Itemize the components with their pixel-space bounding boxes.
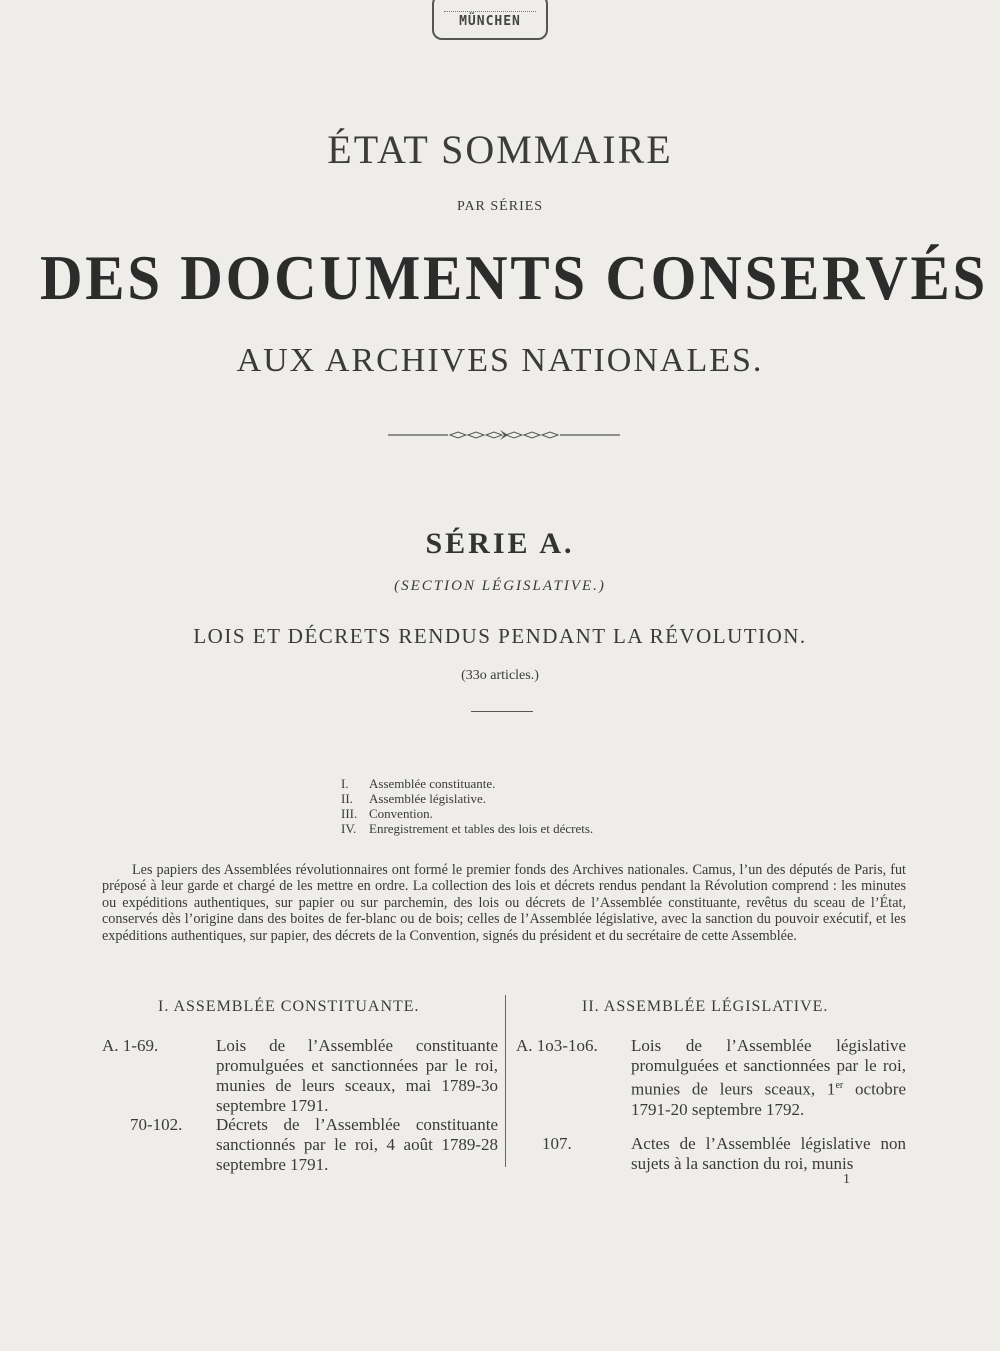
entry-code: A. 1-69. xyxy=(102,1036,159,1055)
entry-code: 70-102. xyxy=(130,1115,183,1134)
entry-text xyxy=(216,1036,498,1116)
table-of-contents xyxy=(341,776,593,836)
toc-label: Assemblée constituante. xyxy=(369,776,496,791)
right-column-heading: II. ASSEMBLÉE LÉGISLATIVE. xyxy=(582,998,829,1015)
series-heading: SÉRIE A. xyxy=(425,527,575,560)
article-count: (33o articles.) xyxy=(461,668,539,683)
toc-number: III. xyxy=(341,806,358,821)
toc-item xyxy=(341,821,593,836)
column-divider xyxy=(505,995,506,1167)
title-line-3: DES DOCUMENTS CONSERVÉS xyxy=(40,242,989,313)
title-line-1: ÉTAT SOMMAIRE xyxy=(327,127,673,172)
title-line-2: PAR SÉRIES xyxy=(456,199,544,214)
intro-paragraph: Les papiers des Assemblées révolutionnaires ont formé le premier fonds des Archives nationales. Camus, l’un des députés de Paris, fut préposé à leur garde et chargé de les mettre en ordre. La collection des lois et décrets rendus pendant la Révolution comprend : les minutes ou expéditions authentiques, sur papier ou sur parchemin, des lois ou décrets de l’Assemblée constituante, revêtus du sceau de l’État, conservés dès l’origine dans des boites de fer-blanc ou de bois; celles de l’Assemblée législative, avec la sanction du pouvoir exécutif, et les expéditions authentiques, sur papier, des décrets de la Convention, signés du président et du secrétaire de cette Assemblée. xyxy=(102,862,906,944)
ornamental-rule xyxy=(388,427,620,443)
entry-text-body: Lois de l’Assemblée constituante promulguées et sanctionnées par le roi, munies de leurs sceaux, mai 1789-3o septembre 1791. xyxy=(216,1036,498,1115)
page-number: 1 xyxy=(843,1172,850,1187)
short-rule xyxy=(471,711,533,712)
entry-superscript: er xyxy=(835,1080,844,1091)
entry-text-body: Décrets de l’Assemblée constituante sanctionnés par le roi, 4 août 1789-28 septembre 1791. xyxy=(216,1115,498,1174)
stamp-top-line xyxy=(444,5,536,12)
entry-text-body: Actes de l’Assemblée législative non sujets à la sanction du roi, munis xyxy=(631,1134,906,1173)
toc-item xyxy=(341,791,593,806)
stamp-text: MÜNCHEN xyxy=(459,14,521,29)
toc-label: Enregistrement et tables des lois et décrets. xyxy=(369,821,594,836)
entry-code: 107. xyxy=(542,1134,572,1153)
entry-text-after: octobre 1791-20 septembre 1792. xyxy=(631,1079,907,1119)
section-label: (SECTION LÉGISLATIVE.) xyxy=(394,578,606,594)
toc-item xyxy=(341,776,593,791)
entry-text-before: Lois de l’Assemblée législative promulguées et sanctionnées par le roi, munies de leurs sceaux, 1 xyxy=(631,1036,906,1099)
toc-label: Assemblée législative. xyxy=(369,791,486,806)
toc-item xyxy=(341,806,593,821)
title-line-4: AUX ARCHIVES NATIONALES. xyxy=(236,342,764,379)
entry-text xyxy=(216,1115,498,1175)
toc-number: I. xyxy=(341,776,349,791)
toc-number: IV. xyxy=(341,821,357,836)
library-stamp xyxy=(432,0,548,40)
entry-code: A. 1o3-1o6. xyxy=(516,1036,598,1055)
left-column-heading: I. ASSEMBLÉE CONSTITUANTE. xyxy=(158,998,420,1015)
series-subtitle: LOIS ET DÉCRETS RENDUS PENDANT LA RÉVOLUTION. xyxy=(193,624,807,648)
entry-text xyxy=(631,1036,906,1120)
entry-text xyxy=(631,1134,906,1174)
toc-number: II. xyxy=(341,791,353,806)
toc-label: Convention. xyxy=(369,806,433,821)
